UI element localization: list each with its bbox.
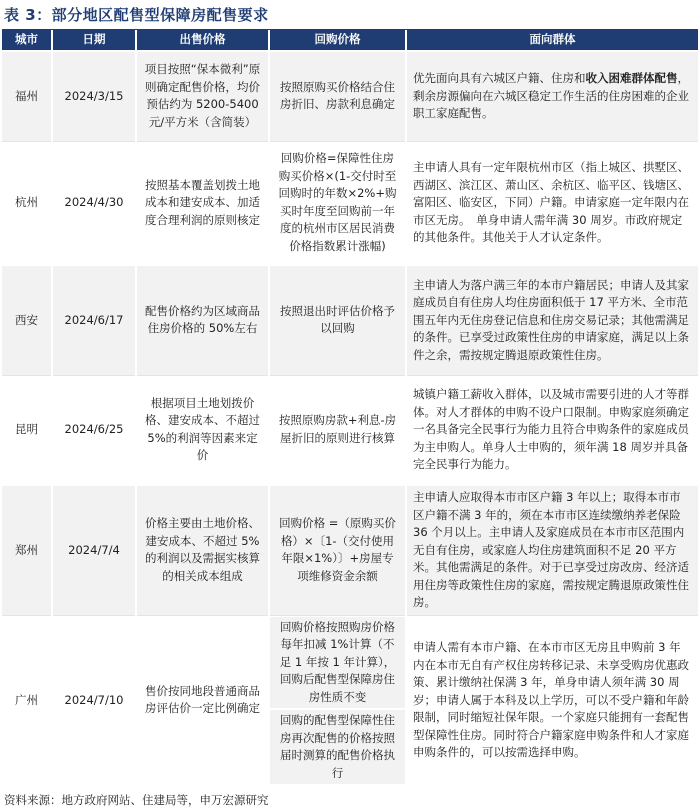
- group-text: ，剩余房源偏向在六城区稳定工作生活的住房困难的企业职工家庭配售。: [413, 71, 689, 120]
- cell-date: 2024/7/4: [52, 485, 136, 615]
- group-text: 优先面向具有六城区户籍、住房和: [413, 71, 586, 85]
- cell-target-group: 主申请人具有一定年限杭州市区（指上城区、拱墅区、西湖区、滨江区、萧山区、余杭区、临平区、钱塘区、富阳区、临安区，下同）户籍。申请家庭一定年限内在市区无房。 单身申请人需年满 30 周岁。市政府规定的其他条件。其他关于人才认定条件。: [406, 141, 698, 265]
- table-row: [2, 141, 698, 265]
- cell-city: 郑州: [2, 485, 52, 615]
- table-header-row: [2, 30, 698, 51]
- cell-sale-price: 配售价格约为区域商品住房价格的 50%左右: [136, 265, 269, 375]
- cell-date: 2024/6/17: [52, 265, 136, 375]
- source-note: 资料来源：地方政府网站、住建局等，申万宏源研究: [4, 793, 269, 807]
- cell-city: 杭州: [2, 141, 52, 265]
- policy-table: [2, 30, 698, 785]
- cell-target-group: 主申请人为落户满三年的本市户籍居民；申请人及其家庭成员自有住房人均住房面积低于 17 平方米、全市范围五年内无住房登记信息和住房交易记录；其他需满足的条件。已享受过政策性住房的申请家庭，满足以上条件之余，需按规定腾退原政策性住房。: [406, 265, 698, 375]
- cell-sale-price: 按照基本覆盖划拨土地成本和建安成本、加适度合理利润的原则核定: [136, 141, 269, 265]
- cell-target-group: [406, 51, 698, 141]
- cell-buyback-price: [269, 615, 406, 785]
- cell-buyback-price: 回购价格=保障性住房购买价格×(1-交付时至回购时的年数×2%+购买时年度至回购前一年度的杭州市区居民消费价格指数累计涨幅): [269, 141, 406, 265]
- table-row: [2, 265, 698, 375]
- cell-city: 西安: [2, 265, 52, 375]
- buyback-rule-1: 回购价格按照购房价格每年扣减 1%计算（不足 1 年按 1 年计算），回购后配售型保障房住房性质不变: [270, 617, 405, 709]
- table-row: [2, 51, 698, 141]
- cell-buyback-price: 按照退出时评估价格予以回购: [269, 265, 406, 375]
- cell-date: 2024/6/25: [52, 375, 136, 485]
- col-header-city: 城市: [2, 30, 52, 51]
- group-highlight: 收入困难群体配售: [585, 71, 678, 85]
- table-row: [2, 615, 698, 785]
- cell-date: 2024/7/10: [52, 615, 136, 785]
- table-row: [2, 375, 698, 485]
- cell-buyback-price: 按照原购房款+利息-房屋折旧的原则进行核算: [269, 375, 406, 485]
- table-title: 表 3：部分地区配售型保障房配售要求: [4, 6, 269, 24]
- cell-date: 2024/4/30: [52, 141, 136, 265]
- cell-buyback-price: 按照原购买价格结合住房折旧、房款利息确定: [269, 51, 406, 141]
- cell-city: 广州: [2, 615, 52, 785]
- cell-date: 2024/3/15: [52, 51, 136, 141]
- cell-target-group: 主申请人应取得本市市区户籍 3 年以上；取得本市市区户籍不满 3 年的，须在本市市区连续缴纳养老保险 36 个月以上。主申请人及家庭成员在本市市区范围内无自有住房，或家庭人均住房建筑面积不足 20 平方米。其他需满足的条件。对于已享受过房改房、经济适用住房等政策性住房的家庭，需按规定腾退原政策性住房。: [406, 485, 698, 615]
- col-header-date: 日期: [52, 30, 136, 51]
- col-header-sale-price: 出售价格: [136, 30, 269, 51]
- cell-target-group: 申请人需有本市户籍、在本市市区无房且申购前 3 年内在本市无自有产权住房转移记录、未享受购房优惠政策、累计缴纳社保满 3 年，单身申请人须年满 30 周岁；申请人属于本科及以上学历，可以不受户籍和年龄限制，同时缩短社保年限。一个家庭只能拥有一套配售型保障性住房。同时符合户籍家庭申购条件和人才家庭申购条件的，可以按需选择申购。: [406, 615, 698, 785]
- cell-sale-price: 价格主要由土地价格、建安成本、不超过 5%的利润以及需据实核算的相关成本组成: [136, 485, 269, 615]
- cell-buyback-price: 回购价格 =（原购买价格）×〔1-（交付使用年限×1%）〕+房屋专项维修资金余额: [269, 485, 406, 615]
- cell-sale-price: 售价按同地段普通商品房评估价一定比例确定: [136, 615, 269, 785]
- col-header-target-group: 面向群体: [406, 30, 698, 51]
- table-row: [2, 485, 698, 615]
- cell-sale-price: 项目按照“保本微利”原则确定配售价格，均价预估约为 5200-5400 元/平方米（含简装）: [136, 51, 269, 141]
- cell-city: 福州: [2, 51, 52, 141]
- cell-city: 昆明: [2, 375, 52, 485]
- cell-sale-price: 根据项目土地划拨价格、建安成本、不超过 5%的利润等因素来定价: [136, 375, 269, 485]
- buyback-rule-2: 回购的配售型保障性住房再次配售的价格按照届时测算的配售价格执行: [270, 708, 405, 784]
- cell-target-group: 城镇户籍工薪收入群体，以及城市需要引进的人才等群体。对人才群体的申购不设户口限制。申购家庭须确定一名具备完全民事行为能力且符合申购条件的家庭成员为主申购人。单身人士申购的，须年满 18 周岁并具备完全民事行为能力。: [406, 375, 698, 485]
- col-header-buyback-price: 回购价格: [269, 30, 406, 51]
